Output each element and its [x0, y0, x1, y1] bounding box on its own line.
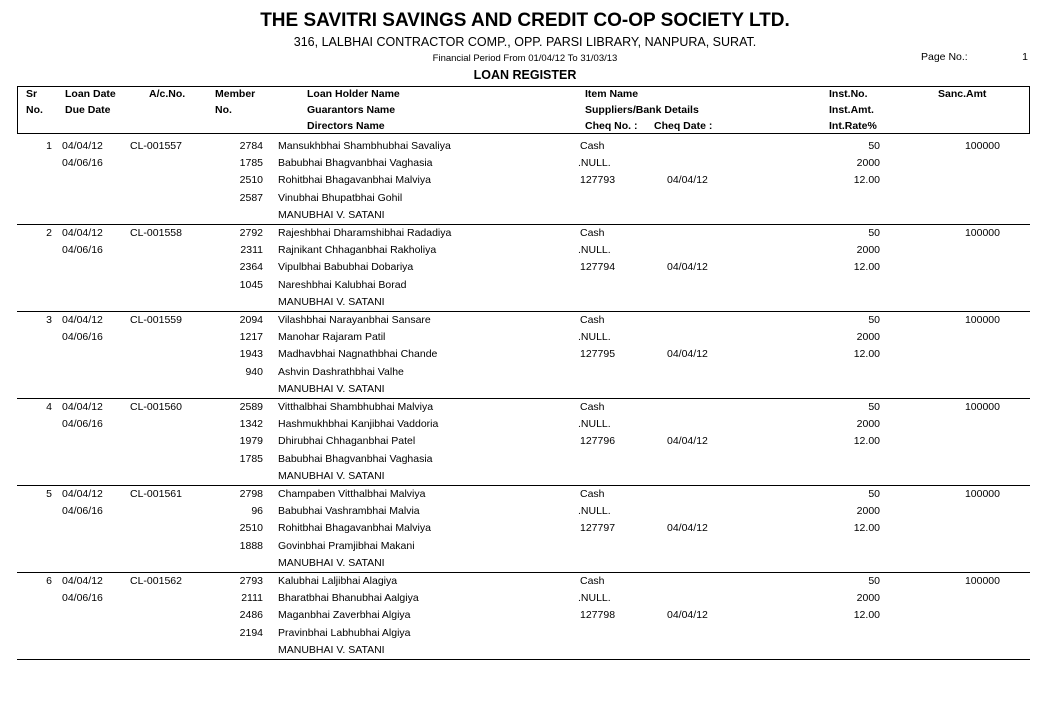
sr-no: 5	[46, 488, 52, 500]
col-directors-name: Directors Name	[307, 120, 385, 132]
column-header-box	[17, 86, 1030, 134]
director-name: MANUBHAI V. SATANI	[278, 469, 385, 482]
guarantor-1-name: Hashmukhbhai Kanjibhai Vaddoria	[278, 418, 439, 431]
account-number: CL-001561	[130, 488, 182, 500]
cheque-number: 127794	[580, 261, 616, 274]
guarantor-1-member-no: 2111	[241, 592, 263, 605]
guarantor-3-member-no: 2587	[239, 191, 263, 204]
loan-date: 04/04/12	[62, 227, 103, 239]
installment-amount: 2000	[856, 157, 880, 170]
col-suppliers-bank: Suppliers/Bank Details	[585, 104, 699, 116]
loan-record	[0, 401, 1064, 488]
guarantor-2-name: Maganbhai Zaverbhai Algiya	[278, 609, 411, 622]
guarantor-2-name: Madhavbhai Nagnathbhai Chande	[278, 348, 438, 361]
guarantor-2-member-no: 2364	[239, 261, 263, 274]
sanctioned-amount: 100000	[964, 488, 1000, 500]
item-name: Cash	[580, 401, 605, 413]
installment-amount: 2000	[856, 244, 880, 257]
account-number: CL-001560	[130, 401, 182, 413]
sr-no: 4	[46, 401, 52, 413]
guarantor-1-name: Bharatbhai Bhanubhai Aalgiya	[278, 592, 419, 605]
installment-amount: 2000	[856, 418, 880, 431]
guarantor-1-member-no: 96	[251, 505, 263, 518]
supplier-bank-details: .NULL.	[578, 418, 611, 431]
record-separator	[17, 398, 1030, 399]
guarantor-2-member-no: 1943	[239, 348, 263, 361]
guarantor-3-name: Vinubhai Bhupatbhai Gohil	[278, 191, 403, 204]
interest-rate: 12.00	[853, 435, 880, 448]
guarantor-2-name: Rohitbhai Bhagavanbhai Malviya	[278, 522, 431, 535]
col-sanc-amt: Sanc.Amt	[938, 88, 987, 100]
account-number: CL-001558	[130, 227, 182, 239]
item-name: Cash	[580, 575, 605, 587]
guarantor-3-name: Govinbhai Pramjibhai Makani	[278, 539, 415, 552]
record-separator	[17, 311, 1030, 312]
guarantor-3-member-no: 2194	[239, 626, 263, 639]
guarantor-2-name: Rohitbhai Bhagavanbhai Malviya	[278, 174, 431, 187]
due-date: 04/06/16	[62, 244, 103, 257]
cheque-date: 04/04/12	[667, 261, 708, 274]
guarantor-1-name: Babubhai Bhagvanbhai Vaghasia	[278, 157, 433, 170]
account-number: CL-001559	[130, 314, 182, 326]
guarantor-2-member-no: 2486	[239, 609, 263, 622]
sr-no: 2	[46, 227, 52, 239]
guarantor-3-member-no: 1045	[239, 278, 263, 291]
sanctioned-amount: 100000	[964, 140, 1000, 152]
supplier-bank-details: .NULL.	[578, 331, 611, 344]
installment-count: 50	[868, 401, 880, 413]
guarantor-1-member-no: 1785	[239, 157, 263, 170]
cheque-number: 127795	[580, 348, 616, 361]
holder-member-no: 2094	[239, 314, 263, 326]
loan-date: 04/04/12	[62, 575, 103, 587]
guarantor-3-member-no: 1785	[239, 452, 263, 465]
page-number-label: Page No.:	[921, 51, 968, 63]
guarantor-1-name: Manohar Rajaram Patil	[278, 331, 386, 344]
cheque-number: 127797	[580, 522, 616, 535]
record-separator	[17, 659, 1030, 660]
supplier-bank-details: .NULL.	[578, 244, 611, 257]
col-inst-amt: Inst.Amt.	[829, 104, 874, 116]
cheque-number: 127796	[580, 435, 616, 448]
installment-count: 50	[868, 488, 880, 500]
page-number-value: 1	[1022, 51, 1028, 63]
loan-record	[0, 488, 1064, 575]
loan-date: 04/04/12	[62, 401, 103, 413]
director-name: MANUBHAI V. SATANI	[278, 643, 385, 656]
loan-holder-name: Vitthalbhai Shambhubhai Malviya	[278, 401, 434, 413]
financial-period: Financial Period From 01/04/12 To 31/03/13	[432, 53, 618, 64]
loan-record	[0, 140, 1064, 227]
guarantor-3-member-no: 940	[245, 365, 263, 378]
sanctioned-amount: 100000	[964, 227, 1000, 239]
loan-holder-name: Kalubhai Laljibhai Alagiya	[278, 575, 398, 587]
interest-rate: 12.00	[853, 348, 880, 361]
guarantor-1-member-no: 1217	[239, 331, 263, 344]
director-name: MANUBHAI V. SATANI	[278, 295, 385, 308]
loan-holder-name: Mansukhbhai Shambhubhai Savaliya	[278, 140, 451, 152]
society-address: 316, LALBHAI CONTRACTOR COMP., OPP. PARSI LIBRARY, NANPURA, SURAT.	[293, 35, 757, 49]
due-date: 04/06/16	[62, 592, 103, 605]
record-separator	[17, 572, 1030, 573]
installment-count: 50	[868, 140, 880, 152]
col-sr-no: No.	[26, 104, 43, 116]
due-date: 04/06/16	[62, 505, 103, 518]
loan-holder-name: Champaben Vitthalbhai Malviya	[278, 488, 426, 500]
guarantor-1-name: Babubhai Vashrambhai Malvia	[278, 505, 420, 518]
account-number: CL-001562	[130, 575, 182, 587]
guarantor-2-name: Dhirubhai Chhaganbhai Patel	[278, 435, 416, 448]
director-name: MANUBHAI V. SATANI	[278, 556, 385, 569]
col-sr: Sr	[26, 88, 38, 100]
loan-date: 04/04/12	[62, 314, 103, 326]
item-name: Cash	[580, 488, 605, 500]
col-member-no: No.	[215, 104, 232, 116]
due-date: 04/06/16	[62, 157, 103, 170]
installment-amount: 2000	[856, 592, 880, 605]
sanctioned-amount: 100000	[964, 401, 1000, 413]
item-name: Cash	[580, 227, 605, 239]
society-name: THE SAVITRI SAVINGS AND CREDIT CO-OP SOCIETY LTD.	[260, 10, 790, 31]
col-cheq-no: Cheq No. :	[585, 120, 638, 132]
sr-no: 6	[46, 575, 52, 587]
cheque-date: 04/04/12	[667, 522, 708, 535]
sanctioned-amount: 100000	[964, 575, 1000, 587]
guarantor-3-name: Babubhai Bhagvanbhai Vaghasia	[278, 452, 433, 465]
cheque-date: 04/04/12	[667, 609, 708, 622]
col-ac-no: A/c.No.	[149, 88, 186, 100]
loan-holder-name: Vilashbhai Narayanbhai Sansare	[278, 314, 431, 326]
guarantor-1-name: Rajnikant Chhaganbhai Rakholiya	[278, 244, 437, 257]
cheque-date: 04/04/12	[667, 348, 708, 361]
account-number: CL-001557	[130, 140, 182, 152]
loan-date: 04/04/12	[62, 488, 103, 500]
loan-date: 04/04/12	[62, 140, 103, 152]
col-cheq-date: Cheq Date :	[654, 120, 713, 132]
holder-member-no: 2792	[239, 227, 263, 239]
cheque-number: 127798	[580, 609, 616, 622]
record-separator	[17, 485, 1030, 486]
loan-record	[0, 227, 1064, 314]
cheque-date: 04/04/12	[667, 174, 708, 187]
sanctioned-amount: 100000	[964, 314, 1000, 326]
director-name: MANUBHAI V. SATANI	[278, 382, 385, 395]
col-item-name: Item Name	[585, 88, 639, 100]
loan-record	[0, 314, 1064, 401]
guarantor-2-member-no: 2510	[239, 174, 263, 187]
col-due-date: Due Date	[65, 104, 111, 116]
installment-amount: 2000	[856, 331, 880, 344]
col-int-rate: Int.Rate%	[829, 120, 877, 132]
installment-count: 50	[868, 227, 880, 239]
guarantor-1-member-no: 2311	[240, 244, 263, 257]
installment-count: 50	[868, 575, 880, 587]
interest-rate: 12.00	[853, 609, 880, 622]
supplier-bank-details: .NULL.	[578, 592, 611, 605]
guarantor-2-member-no: 2510	[239, 522, 263, 535]
item-name: Cash	[580, 314, 605, 326]
col-loan-holder-name: Loan Holder Name	[307, 88, 400, 100]
installment-count: 50	[868, 314, 880, 326]
record-separator	[17, 224, 1030, 225]
supplier-bank-details: .NULL.	[578, 157, 611, 170]
holder-member-no: 2784	[239, 140, 263, 152]
guarantor-3-name: Ashvin Dashrathbhai Valhe	[278, 365, 404, 378]
holder-member-no: 2798	[239, 488, 263, 500]
interest-rate: 12.00	[853, 174, 880, 187]
interest-rate: 12.00	[853, 261, 880, 274]
loan-record	[0, 575, 1064, 662]
guarantor-3-member-no: 1888	[239, 539, 263, 552]
due-date: 04/06/16	[62, 331, 103, 344]
installment-amount: 2000	[856, 505, 880, 518]
holder-member-no: 2589	[239, 401, 263, 413]
cheque-date: 04/04/12	[667, 435, 708, 448]
col-loan-date: Loan Date	[65, 88, 116, 100]
report-title: LOAN REGISTER	[473, 68, 577, 82]
holder-member-no: 2793	[239, 575, 263, 587]
supplier-bank-details: .NULL.	[578, 505, 611, 518]
guarantor-1-member-no: 1342	[239, 418, 263, 431]
sr-no: 3	[46, 314, 52, 326]
due-date: 04/06/16	[62, 418, 103, 431]
director-name: MANUBHAI V. SATANI	[278, 208, 385, 221]
cheque-number: 127793	[580, 174, 616, 187]
item-name: Cash	[580, 140, 605, 152]
guarantor-2-member-no: 1979	[239, 435, 263, 448]
col-member: Member	[215, 88, 256, 100]
col-inst-no: Inst.No.	[829, 88, 868, 100]
guarantor-3-name: Pravinbhai Labhubhai Algiya	[278, 626, 411, 639]
sr-no: 1	[46, 140, 52, 152]
col-guarantors-name: Guarantors Name	[307, 104, 396, 116]
loan-holder-name: Rajeshbhai Dharamshibhai Radadiya	[278, 227, 452, 239]
guarantor-3-name: Nareshbhai Kalubhai Borad	[278, 278, 407, 291]
interest-rate: 12.00	[853, 522, 880, 535]
guarantor-2-name: Vipulbhai Babubhai Dobariya	[278, 261, 414, 274]
